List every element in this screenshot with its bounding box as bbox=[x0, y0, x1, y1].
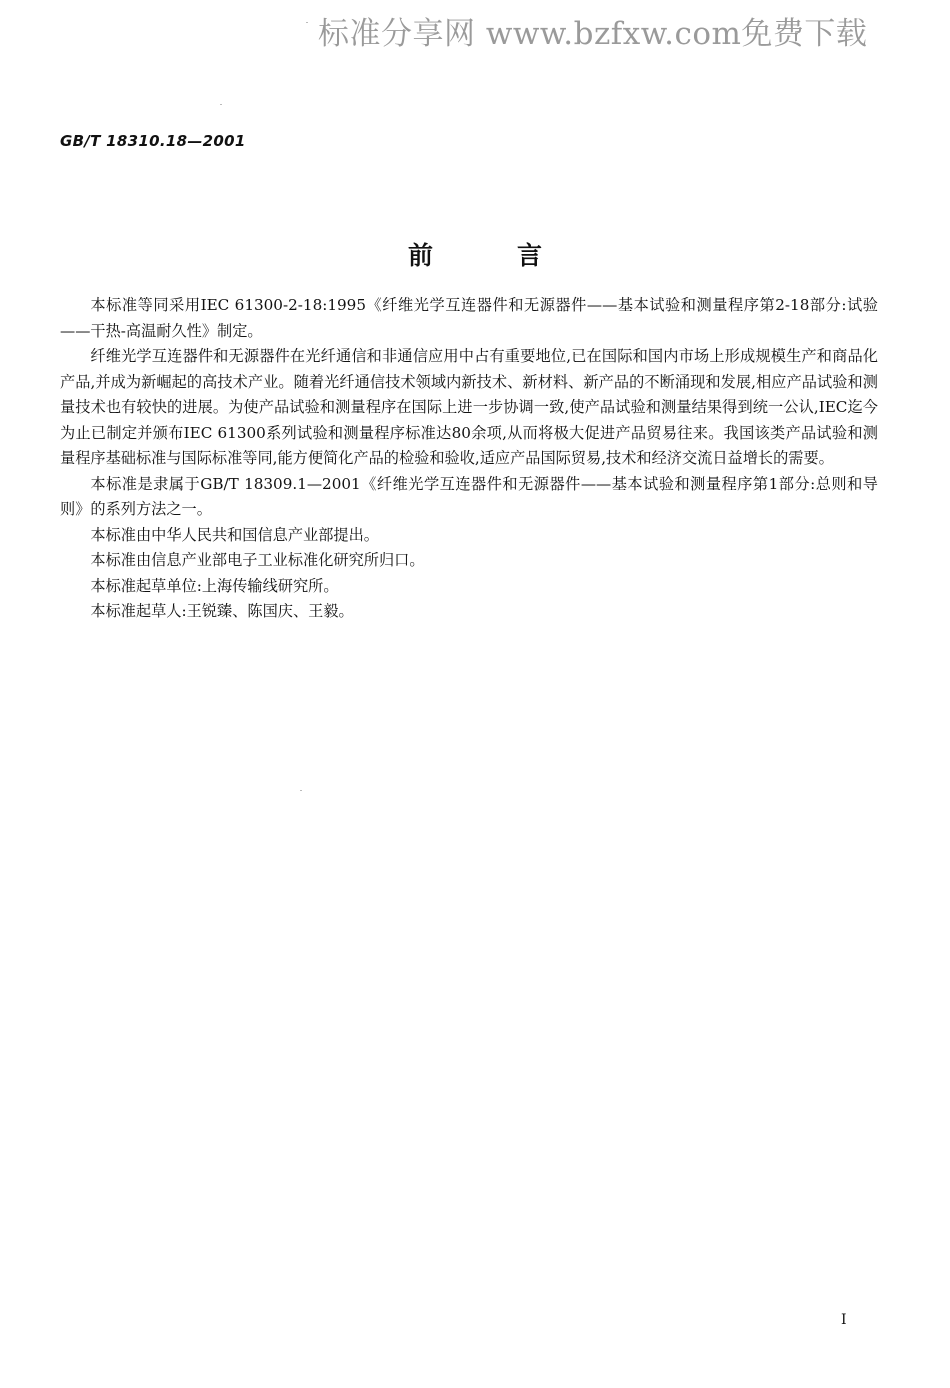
scan-speck bbox=[306, 22, 308, 23]
paragraph: 本标准是隶属于GB/T 18309.1—2001《纤维光学互连器件和无源器件——基本试验和测量程序第1部分:总则和导则》的系列方法之一。 bbox=[60, 474, 878, 518]
scan-speck bbox=[300, 790, 302, 791]
section-title: 前言 bbox=[407, 241, 626, 270]
paragraph: 本标准由中华人民共和国信息产业部提出。 bbox=[90, 525, 379, 544]
paragraph: 本标准由信息产业部电子工业标准化研究所归口。 bbox=[90, 551, 425, 569]
foreword-body bbox=[60, 293, 878, 625]
watermark-text: 标准分享网 www.bzfxw.com免费下载 bbox=[318, 16, 868, 52]
page-number: I bbox=[841, 1312, 847, 1328]
paragraph: 本标准等同采用IEC 61300-2-18:1995《纤维光学互连器件和无源器件——基本试验和测量程序第2-18部分:试验——干热-高温耐久性》制定。 bbox=[60, 296, 878, 340]
standard-code: GB/T 18310.18—2001 bbox=[60, 132, 246, 150]
paragraph: 纤维光学互连器件和无源器件在光纤通信和非通信应用中占有重要地位,已在国际和国内市场上形成规模生产和商品化产品,并成为新崛起的高技术产业。随着光纤通信技术领域内新技术、新材料、新产品的不断涌现和发展,相应产品试验和测量技术也有较快的进展。为使产品试验和测量程序在国际上进一步协调一致,使产品试验和测量结果得到统一公认,IEC迄今为止已制定并颁布IEC 61300系列试验和测量程序标准达80余项,从而将极大促进产品贸易往来。我国该类产品试验和测量程序基础标准与国际标准等同,能方便简化产品的检验和验收,适应产品国际贸易,技术和经济交流日益增长的需要。 bbox=[60, 347, 878, 467]
paragraph: 本标准起草人:王锐臻、陈国庆、王毅。 bbox=[90, 602, 354, 620]
paragraph: 本标准起草单位:上海传输线研究所。 bbox=[90, 576, 339, 595]
scan-speck bbox=[220, 104, 222, 105]
